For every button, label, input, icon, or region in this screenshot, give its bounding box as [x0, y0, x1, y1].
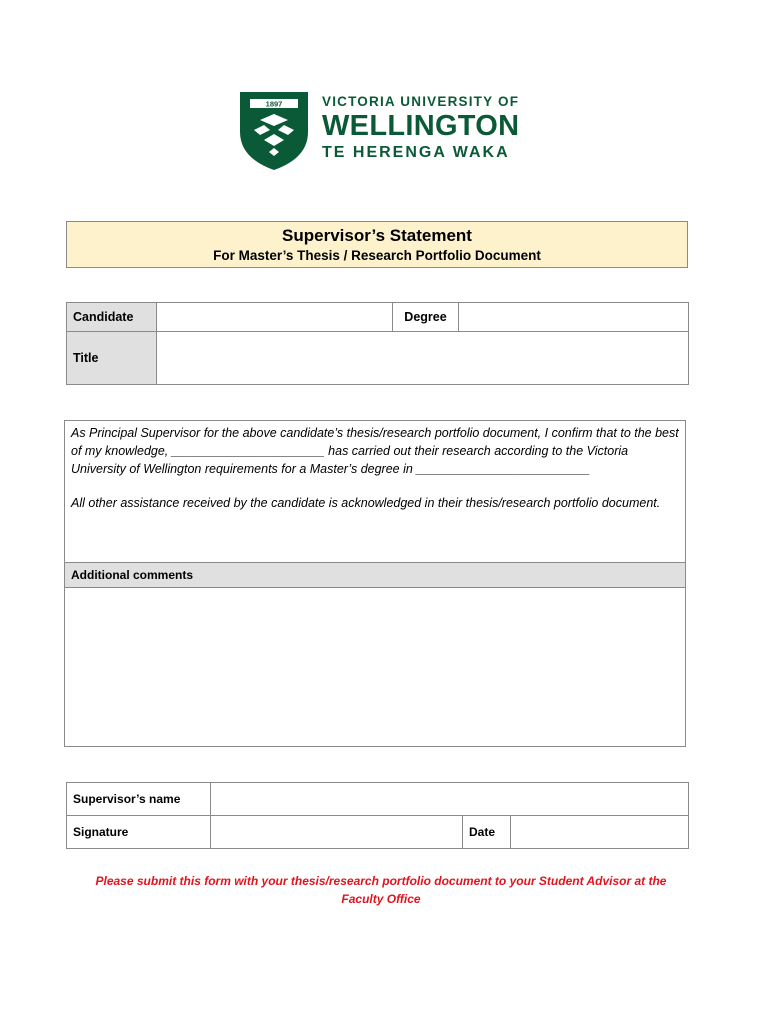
date-field[interactable] — [511, 816, 689, 849]
shield-crest-icon — [236, 88, 312, 174]
signoff-table — [66, 782, 689, 849]
university-logo — [236, 88, 536, 174]
title-label: Title — [67, 332, 157, 385]
supervisor-statement — [64, 420, 686, 562]
degree-label: Degree — [393, 303, 459, 332]
submission-note-line-1: Please submit this form with your thesis/research portfolio document to your Student Advisor at the — [95, 874, 667, 888]
additional-comments-field[interactable] — [64, 588, 686, 747]
additional-comments-label: Additional comments — [64, 562, 686, 588]
logo-line-1: VICTORIA UNIVERSITY OF — [322, 94, 520, 109]
title-field[interactable] — [157, 332, 689, 385]
submission-note-line-2: Faculty Office — [341, 892, 421, 906]
degree-field[interactable] — [459, 303, 689, 332]
form-subtitle: For Master’s Thesis / Research Portfolio Document — [213, 248, 541, 263]
submission-note — [66, 872, 696, 908]
supervisor-name-label: Supervisor’s name — [67, 783, 211, 816]
crest-year: 1897 — [265, 99, 283, 109]
statement-paragraph-1: As Principal Supervisor for the above candidate’s thesis/research portfolio document, I confirm that to the best of my knowledge, ______________________ has carried out their research according to the Victoria University of Wellington requirements for a Master’s degree in _________________________ — [71, 426, 679, 476]
logo-line-3: TE HERENGA WAKA — [322, 144, 510, 161]
date-label: Date — [463, 816, 511, 849]
logo-line-2: WELLINGTON — [322, 110, 520, 142]
statement-paragraph-2: All other assistance received by the candidate is acknowledged in their thesis/research portfolio document. — [71, 496, 661, 510]
candidate-info-table — [66, 302, 689, 385]
candidate-label: Candidate — [67, 303, 157, 332]
signature-field[interactable] — [211, 816, 463, 849]
signature-label: Signature — [67, 816, 211, 849]
form-title: Supervisor’s Statement — [282, 226, 472, 245]
supervisor-name-field[interactable] — [211, 783, 689, 816]
form-title-box — [66, 221, 688, 268]
candidate-field[interactable] — [157, 303, 393, 332]
